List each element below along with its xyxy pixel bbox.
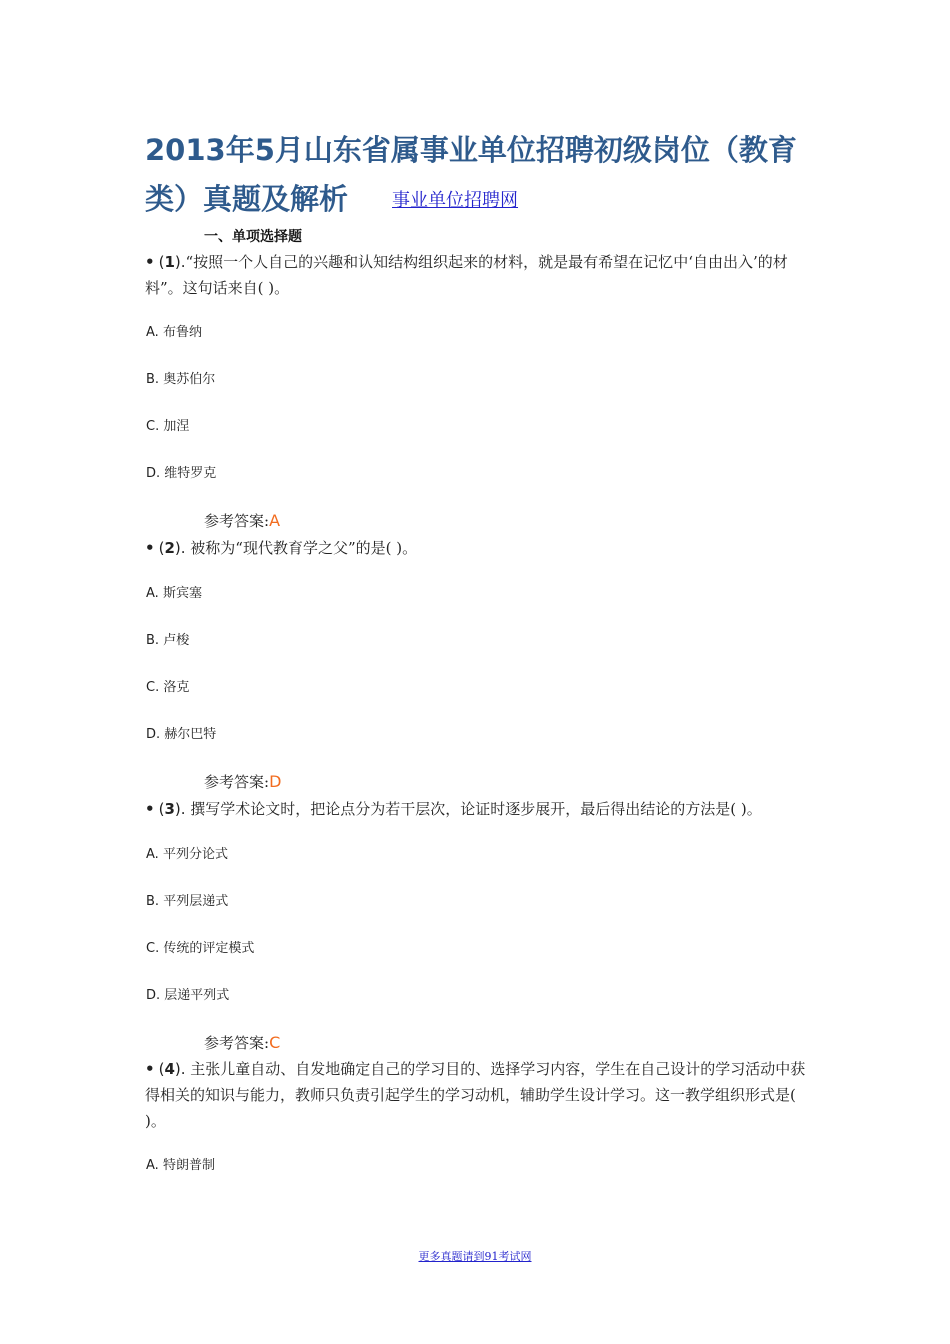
option-b: B. 奥苏伯尔 [146,372,216,387]
answer-2: 参考答案:D [204,772,282,791]
option-a: A. 斯宾塞 [146,586,202,601]
option-a: A. 平列分论式 [146,847,228,862]
answer-1: 参考答案:A [204,511,281,530]
option-d: D. 层递平列式 [146,988,230,1003]
question-number: (3). [158,800,186,818]
question-text: 主张儿童自动、自发地确定自己的学习目的、选择学习内容，学生在自己设计的学习活动中获得相关的知识与能力，教师只负责引起学生的学习动机，辅助学生设计学习。这一教学组织形式是( )。 [145,1060,806,1130]
question-4 [145,1056,813,1134]
question-2 [145,535,813,561]
option-d: D. 赫尔巴特 [146,727,217,742]
question-number: (1). [158,253,186,271]
section-heading: 一、单项选择题 [204,229,302,245]
bullet-icon: • [145,800,155,818]
question-1 [145,249,813,301]
question-text: 撰写学术论文时，把论点分为若干层次，论证时逐步展开，最后得出结论的方法是( )。 [190,800,762,818]
option-a: A. 布鲁纳 [146,325,202,340]
answer-value: D [269,772,282,791]
bullet-icon: • [145,539,155,557]
document-title [145,126,825,225]
question-3 [145,796,825,822]
title-text: 2013年5月山东省属事业单位招聘初级岗位（教育类）真题及解析 [145,133,797,216]
question-number: (4). [158,1060,186,1078]
question-number: (2). [158,539,186,557]
answer-value: C [269,1033,281,1052]
question-text: 被称为“现代教育学之父”的是( )。 [190,539,418,557]
option-b: B. 卢梭 [146,633,190,648]
bullet-icon: • [145,253,155,271]
option-a: A. 特朗普制 [146,1158,215,1173]
bullet-icon: • [145,1060,155,1078]
answer-value: A [269,511,281,530]
option-d: D. 维特罗克 [146,466,217,481]
question-text: “按照一个人自己的兴趣和认知结构组织起来的材料，就是最有希望在记忆中‘自由出入’的材料”。这句话来自( )。 [145,253,788,297]
option-b: B. 平列层递式 [146,894,229,909]
answer-3: 参考答案:C [204,1033,281,1052]
footer-link[interactable]: 更多真题请到91考试网 [418,1250,532,1263]
option-c: C. 洛克 [146,680,190,695]
title-link[interactable]: 事业单位招聘网 [392,190,519,211]
option-c: C. 传统的评定模式 [146,941,255,956]
option-c: C. 加涅 [146,419,190,434]
